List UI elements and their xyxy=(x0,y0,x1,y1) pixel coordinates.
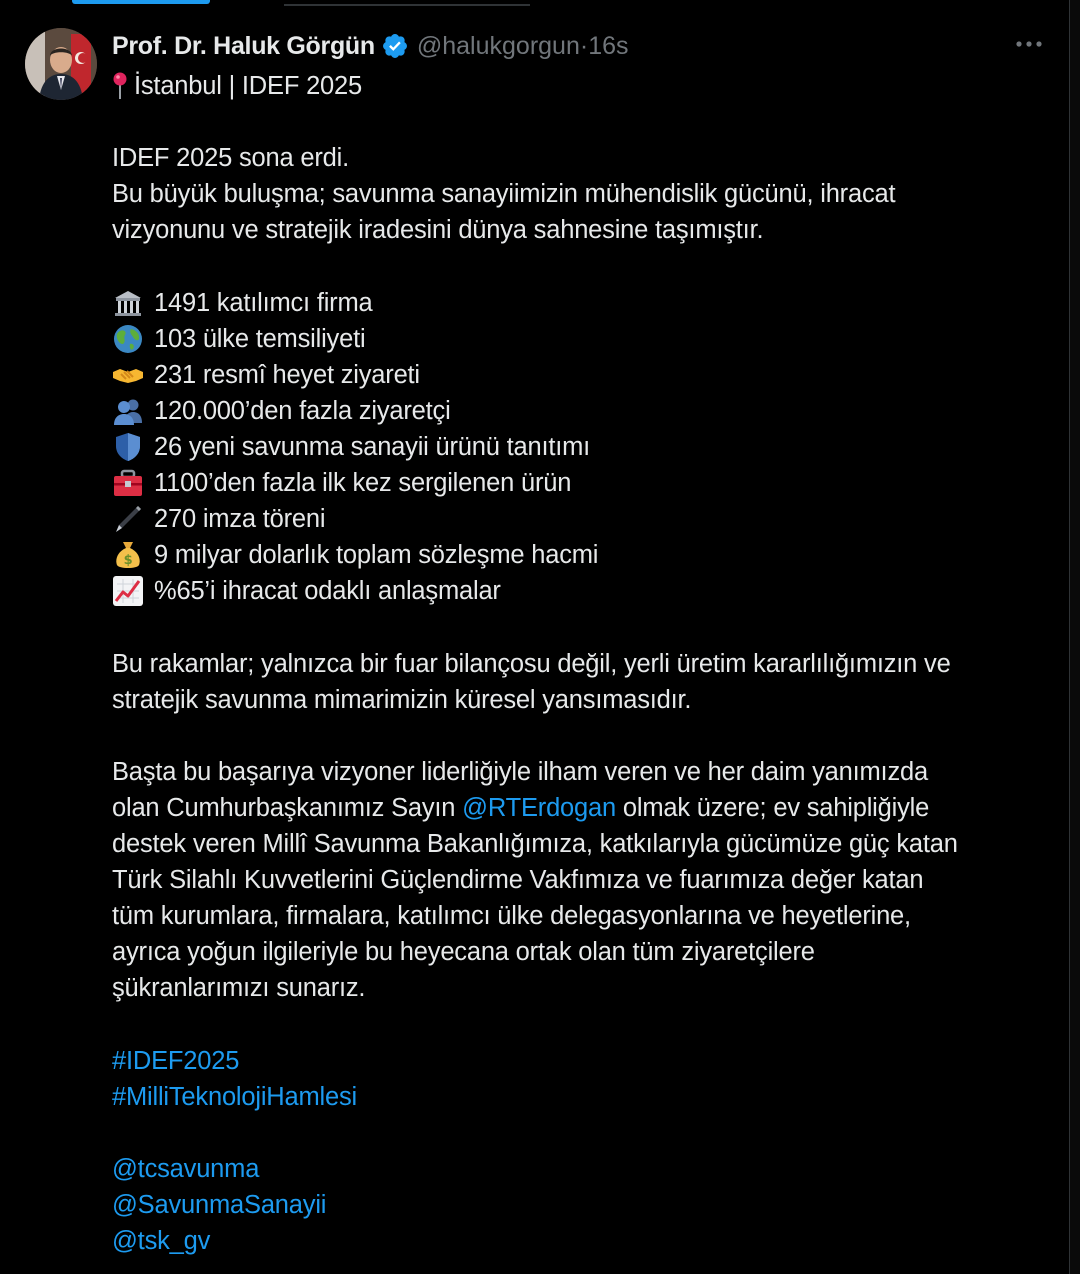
stat-item xyxy=(112,357,1052,393)
active-tab-indicator xyxy=(72,0,210,4)
money-bag-icon xyxy=(112,539,144,571)
mention-link[interactable]: @tcsavunma xyxy=(112,1154,260,1183)
stat-item xyxy=(112,573,1052,609)
stat-text: 26 yeni savunma sanayii ürünü tanıtımı xyxy=(154,432,591,461)
author-handle[interactable]: @halukgorgun xyxy=(416,31,580,60)
stat-item xyxy=(112,501,1052,537)
paragraph-line: tüm kurumlara, firmalara, katılımcı ülke delegasyonlarına ve heyetlerine, xyxy=(112,902,911,931)
tweet-text xyxy=(112,68,1052,1259)
mention-line xyxy=(112,1151,1052,1187)
hashtag-line xyxy=(112,1043,1052,1079)
paragraph-line: Başta bu başarıya vizyoner liderliğiyle ilham veren ve her daim yanımızda xyxy=(112,757,928,786)
tweet-time[interactable]: 16s xyxy=(588,31,629,60)
mention-line xyxy=(112,1187,1052,1223)
intro-line: Bu büyük buluşma; savunma sanayiimizin mühendislik gücünü, ihracat xyxy=(112,180,896,209)
globe-icon xyxy=(112,323,144,355)
top-bar xyxy=(0,0,1080,6)
location-line xyxy=(112,68,1052,104)
people-icon xyxy=(112,395,144,427)
shield-icon xyxy=(112,431,144,463)
stat-item xyxy=(112,285,1052,321)
stat-text: %65’i ihracat odaklı anlaşmalar xyxy=(154,577,501,606)
paragraph-line: stratejik savunma mimarimizin küresel yansımasıdır. xyxy=(112,685,692,714)
paragraph-text: olan Cumhurbaşkanımız Sayın xyxy=(112,793,463,822)
paragraph-line: Bu rakamlar; yalnızca bir fuar bilançosu değil, yerli üretim kararlılığımızın ve xyxy=(112,649,951,678)
svg-text:$: $ xyxy=(123,553,133,569)
paragraph-line: destek veren Millî Savunma Bakanlığımıza, katkılarıyla gücümüze güç katan xyxy=(112,829,958,858)
stat-item xyxy=(112,393,1052,429)
hashtag-link[interactable]: #MilliTeknolojiHamlesi xyxy=(112,1082,358,1111)
hashtag-line xyxy=(112,1079,1052,1115)
avatar[interactable] xyxy=(25,28,97,100)
mention-line xyxy=(112,1223,1052,1259)
stat-text: 9 milyar dolarlık toplam sözleşme hacmi xyxy=(154,541,599,570)
stat-item xyxy=(112,537,1052,573)
paragraph-line: ayrıca yoğun ilgileriyle bu heyecana ortak olan tüm ziyaretçilere xyxy=(112,938,815,967)
intro-line: vizyonunu ve stratejik iradesini dünya sahnesine taşımıştır. xyxy=(112,216,764,245)
stat-text: 1491 katılımcı firma xyxy=(154,288,373,317)
stat-item xyxy=(112,465,1052,501)
paragraph-line: Türk Silahlı Kuvvetlerini Güçlendirme Vakfımıza ve fuarımıza değer katan xyxy=(112,866,924,895)
verified-badge-icon xyxy=(381,32,409,60)
round-pushpin-icon xyxy=(112,71,128,101)
classical-building-icon xyxy=(112,287,144,319)
stat-text: 1100’den fazla ilk kez sergilenen ürün xyxy=(154,469,572,498)
pen-icon xyxy=(112,503,144,535)
stat-item xyxy=(112,429,1052,465)
paragraph-line: şükranlarımızı sunarız. xyxy=(112,974,366,1003)
stat-text: 270 imza töreni xyxy=(154,505,326,534)
stat-item xyxy=(112,321,1052,357)
stat-text: 103 ülke temsiliyeti xyxy=(154,324,366,353)
stat-text: 120.000’den fazla ziyaretçi xyxy=(154,396,451,425)
author-name[interactable]: Prof. Dr. Haluk Görgün xyxy=(112,31,375,60)
location-text: İstanbul | IDEF 2025 xyxy=(134,72,363,100)
mention-link[interactable]: @tsk_gv xyxy=(112,1227,211,1255)
paragraph-line xyxy=(112,790,1052,826)
paragraph-text: olmak üzere; ev sahipliğiyle xyxy=(615,793,930,822)
more-options-icon[interactable] xyxy=(1014,34,1044,54)
scrollbar-track[interactable] xyxy=(1069,0,1080,1274)
hashtag-link[interactable]: #IDEF2025 xyxy=(112,1046,240,1075)
mention-link[interactable]: @SavunmaSanayii xyxy=(112,1190,327,1219)
toolbox-icon xyxy=(112,467,144,499)
stat-text: 231 resmî heyet ziyareti xyxy=(154,360,420,389)
mention-link[interactable]: @RTErdogan xyxy=(462,793,616,822)
time-separator: · xyxy=(579,31,589,60)
handshake-icon xyxy=(112,359,144,391)
tab-divider xyxy=(284,4,530,6)
intro-line: IDEF 2025 sona erdi. xyxy=(112,144,349,173)
chart-increasing-icon xyxy=(112,575,144,607)
tweet-header xyxy=(112,28,629,64)
